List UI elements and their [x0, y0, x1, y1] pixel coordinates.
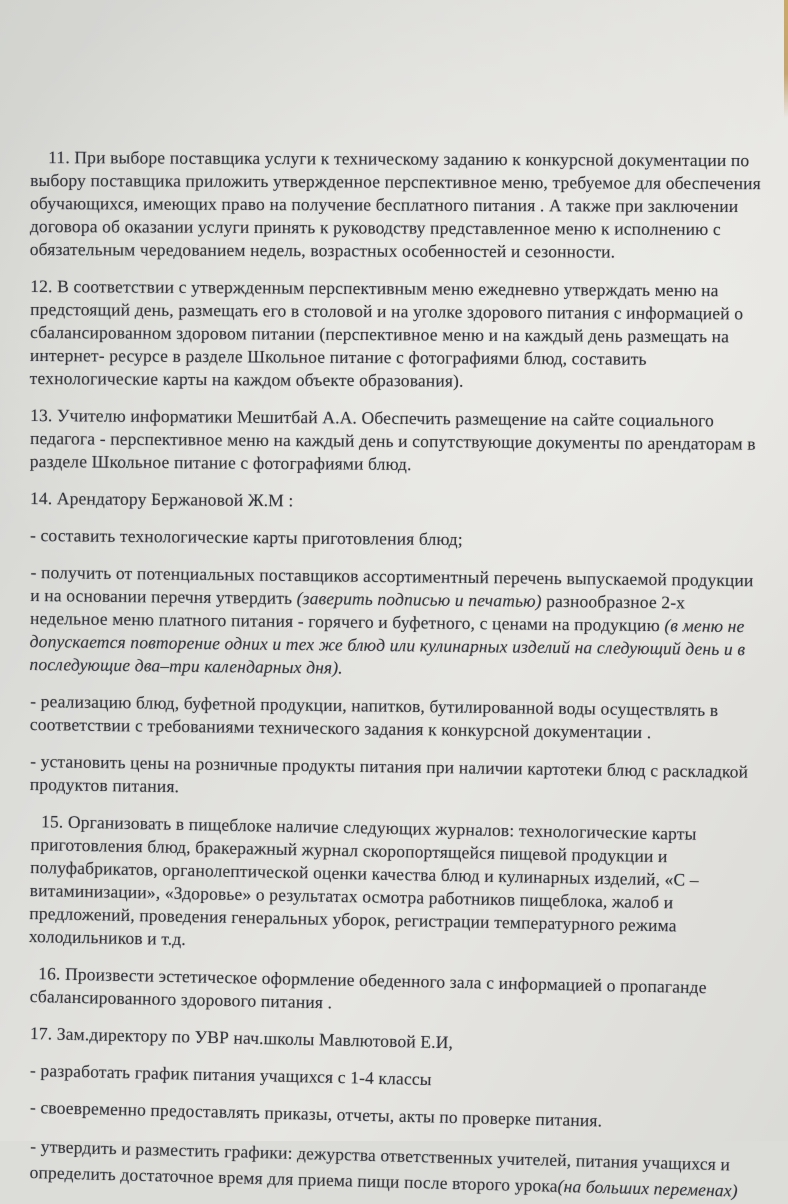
paragraph-item-14-bullet-4	[30, 750, 763, 807]
paragraph-item-14	[30, 487, 762, 516]
text-run: 11. При выборе поставщика услуги к техническому заданию к конкурсной документации по выбору поставщика приложить утвержденное перспективное меню, требуемое для обеспечения обучающихся, имеющих право на получение бесплатного питания . А также при заключении договора об оказании услуги принять к руководству представленное меню к исполнению с обязательным чередованием недель, возрастных особенностей и сезонности.	[29, 147, 761, 262]
paragraph-item-17-bullet-2	[30, 1096, 762, 1136]
text-run: 12. В соответствии с утвержденным перспективным меню ежедневно утверждать меню на предстоящий день, размещать его в столовой и на уголке здорового питания с информацией о сбалансированном здоровом питании (перспективное меню и на каждый день размещать на интернет- ресурсе в разделе Школьное питание с фотографиями блюд, составить технологические карты на каждом объекте образования).	[29, 276, 744, 391]
paragraph-item-17-bullet-3	[29, 1133, 762, 1204]
text-run: 14. Арендатору Бержановой Ж.М :	[29, 488, 294, 511]
text-run: - разработать график питания учащихся с 1-4 классы	[29, 1060, 432, 1090]
paper-edge-line	[784, 0, 788, 118]
text-run-italic: (на больших переменах)	[557, 1175, 738, 1201]
text-run-italic: (заверить подписью и печатью)	[296, 588, 542, 611]
text-run: - составить технологические карты приготовления блюд;	[29, 525, 463, 550]
text-run: - утвердить и разместить графики: дежурства ответственных учителей, питания учащихся и определить достаточное время для приема пищи после второго урока	[29, 1136, 731, 1196]
text-run: разнообразное 2-х недельное меню платного питания - горячего и буфетного, с ценами на продукцию	[29, 590, 686, 636]
paragraph-item-17	[30, 1022, 762, 1061]
text-run-italic: (в меню не допускается повторение одних и тех же блюд или кулинарных изделий на следующий день и в последующие два–три календарных дня).	[29, 615, 746, 678]
paragraph-item-13	[30, 404, 763, 479]
paragraph-item-11	[30, 146, 762, 264]
paragraph-item-16	[30, 962, 763, 1023]
paragraph-item-15	[29, 810, 764, 962]
text-run: - своевременно предоставлять приказы, отчеты, акты по проверке питания.	[29, 1097, 603, 1131]
paragraph-item-17-bullet-1	[30, 1059, 762, 1099]
paragraph-item-14-bullet-2	[29, 561, 762, 684]
text-run: 17. Зам.директору по УВР нач.школы Мавлютовой Е.И,	[29, 1023, 454, 1053]
text-run: 16. Произвести эстетическое оформление обеденного зала с информацией о пропаганде сбалансированного здорового питания .	[29, 963, 707, 1013]
paragraph-item-14-bullet-3	[30, 690, 763, 746]
paragraph-item-14-bullet-1	[30, 524, 762, 554]
paragraph-item-12	[30, 275, 763, 394]
text-run: - установить цены на розничные продукты питания при наличии картотеки блюд с раскладкой продуктов питания.	[29, 751, 749, 797]
text-run: 15. Организовать в пищеблоке наличие следующих журналов: технологические карты приготовления блюд, бракеражный журнал скоропортящейся пищевой продукции и полуфабрикатов, органолептической оценки качества блюд и кулинарных изделий, «С – витаминизации», «Здоровье» о результатах осмотра работников пищеблока, жалоб и предложений, проведения генеральных уборок, регистрации температурного режима холодильников и т.д.	[28, 811, 699, 950]
text-run: - получить от потенциальных поставщиков ассортиментный перечень выпускаемой продукции и на основании перечня утвердить	[30, 562, 754, 609]
text-run: 13. Учителю информатики Мешитбай А.А. Обеспечить размещение на сайте социального педагога - перспективное меню на каждый день и сопутствующие документы по арендаторам в разделе Школьное питание с фотографиями блюд.	[29, 405, 756, 474]
text-run: - реализацию блюд, буфетной продукции, напитков, бутилированной воды осуществлять в соответствии с требованиями технического задания к конкурсной документации .	[29, 691, 719, 743]
document-content	[30, 146, 762, 1199]
